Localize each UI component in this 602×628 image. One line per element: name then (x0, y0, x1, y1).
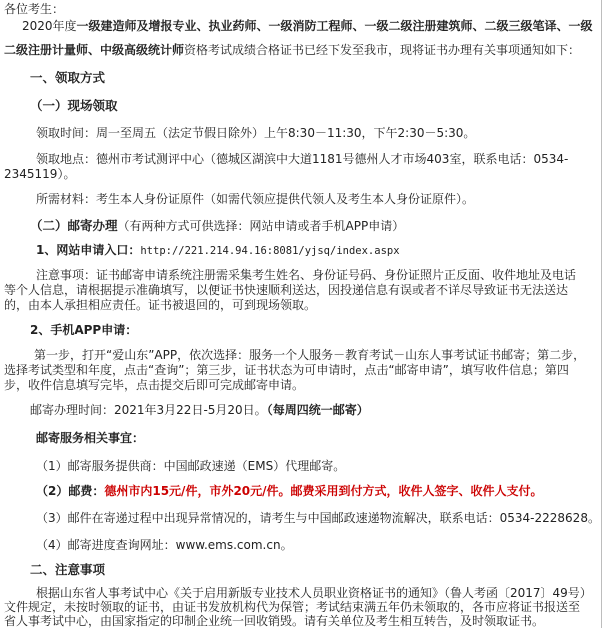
postal-item-1: （1）邮寄服务提供商：中国邮政速递（EMS）代理邮寄。 (36, 459, 346, 473)
postal-item-4: （4）邮寄进度查询网址：www.ems.com.cn。 (36, 538, 293, 552)
postal-item-3: （3）邮件在寄递过程中出现异常情况的，请考生与中国邮政速递物流解决，联系电话：0534-2228628。 (36, 511, 600, 525)
mail-title-note: （有两种方式可供选择：网站申请或者手机APP申请） (117, 219, 405, 233)
intro-line-2 (4, 43, 595, 57)
mail-time (30, 403, 595, 417)
mail-title: （二）邮寄办理 (30, 218, 118, 233)
postal-fee-label: （2）邮费： (36, 484, 105, 498)
web-entry-url[interactable]: http://221.214.94.16:8081/yjsq/index.aspx (140, 245, 400, 257)
web-entry (36, 243, 595, 258)
mail-time-weekly: （每周四统一邮寄） (266, 403, 369, 417)
section-1b-title (30, 219, 595, 233)
app-paragraph: 第一步，打开“爱山东”APP，依次选择：服务一个人服务－教育考试－山东人事考试证书邮寄；第二步，选择考试类型和年度，点击“查询”；第三步，证书状态为可申请时，点击“邮寄申请”，填写收件信息；第四步，收件信息填写完毕，点击提交后即可完成邮寄申请。 (4, 348, 586, 392)
notice-paragraph: 注意事项：证书邮寄申请系统注册需采集考生姓名、身份证号码、身份证照片正反面、收件地址及电话等个人信息，请根据提示准确填写，以便证书快速顺利送达，因投递信息有误或者不详尽导致证书无法送达的，由本人承担相应责任。证书被退回的，可到现场领取。 (4, 268, 577, 312)
postal-item-2 (36, 484, 595, 498)
section-2-title: 二、注意事项 (30, 562, 106, 577)
required-materials: 所需材料：考生本人身份证原件（如需代领应提供代领人及考生本人身份证原件）。 (36, 192, 475, 206)
web-entry-title: 1、网站申请入口： (36, 243, 141, 257)
intro-tail: 资格考试成绩合格证书已经下发至我市，现将证书办理有关事项通知如下： (184, 43, 581, 57)
greeting: 各位考生： (4, 2, 65, 16)
app-title: 2、手机APP申请： (30, 323, 138, 337)
mail-time-text: 邮寄办理时间：2021年3月22日-5月20日。 (30, 403, 267, 417)
intro-line-1 (22, 19, 595, 33)
pickup-time: 领取时间：周一至周五（法定节假日除外）上午8:30－11:30，下午2:30－5:30。 (36, 126, 476, 140)
intro-exams-tail: 二级注册计量师、中级高级统计师 (4, 43, 185, 57)
intro-year: 2020年度 (22, 19, 77, 33)
pickup-place: 领取地点：德州市考试测评中心（德城区湖滨中大道1181号德州人才市场403室，联系电话：0534-2345119）。 (4, 152, 569, 181)
section-1-title: 一、领取方式 (30, 70, 106, 85)
postal-title: 邮寄服务相关事宜： (36, 431, 145, 445)
final-paragraph: 根据山东省人事考试中心《关于启用新版专业技术人员职业资格证书的通知》（鲁人考函〔2017〕49号）文件规定，未按时领取的证书，由证书发放机构代为保管；考试结束满五年仍未领取的，各市应将证书报送至省人事考试中心，由国家指定的印制企业统一回收销毁。请有关单位及考生相互转告，及时领取证书。 (4, 586, 586, 628)
section-1a-title: （一）现场领取 (30, 98, 118, 113)
intro-exams: 一级建造师及增报专业、执业药师、一级消防工程师、一级二级注册建筑师、二级三级笔译、一级 (76, 19, 593, 33)
postal-fee-text: 德州市内15元/件，市外20元/件。邮费采用到付方式，收件人签字、收件人支付。 (104, 484, 543, 498)
